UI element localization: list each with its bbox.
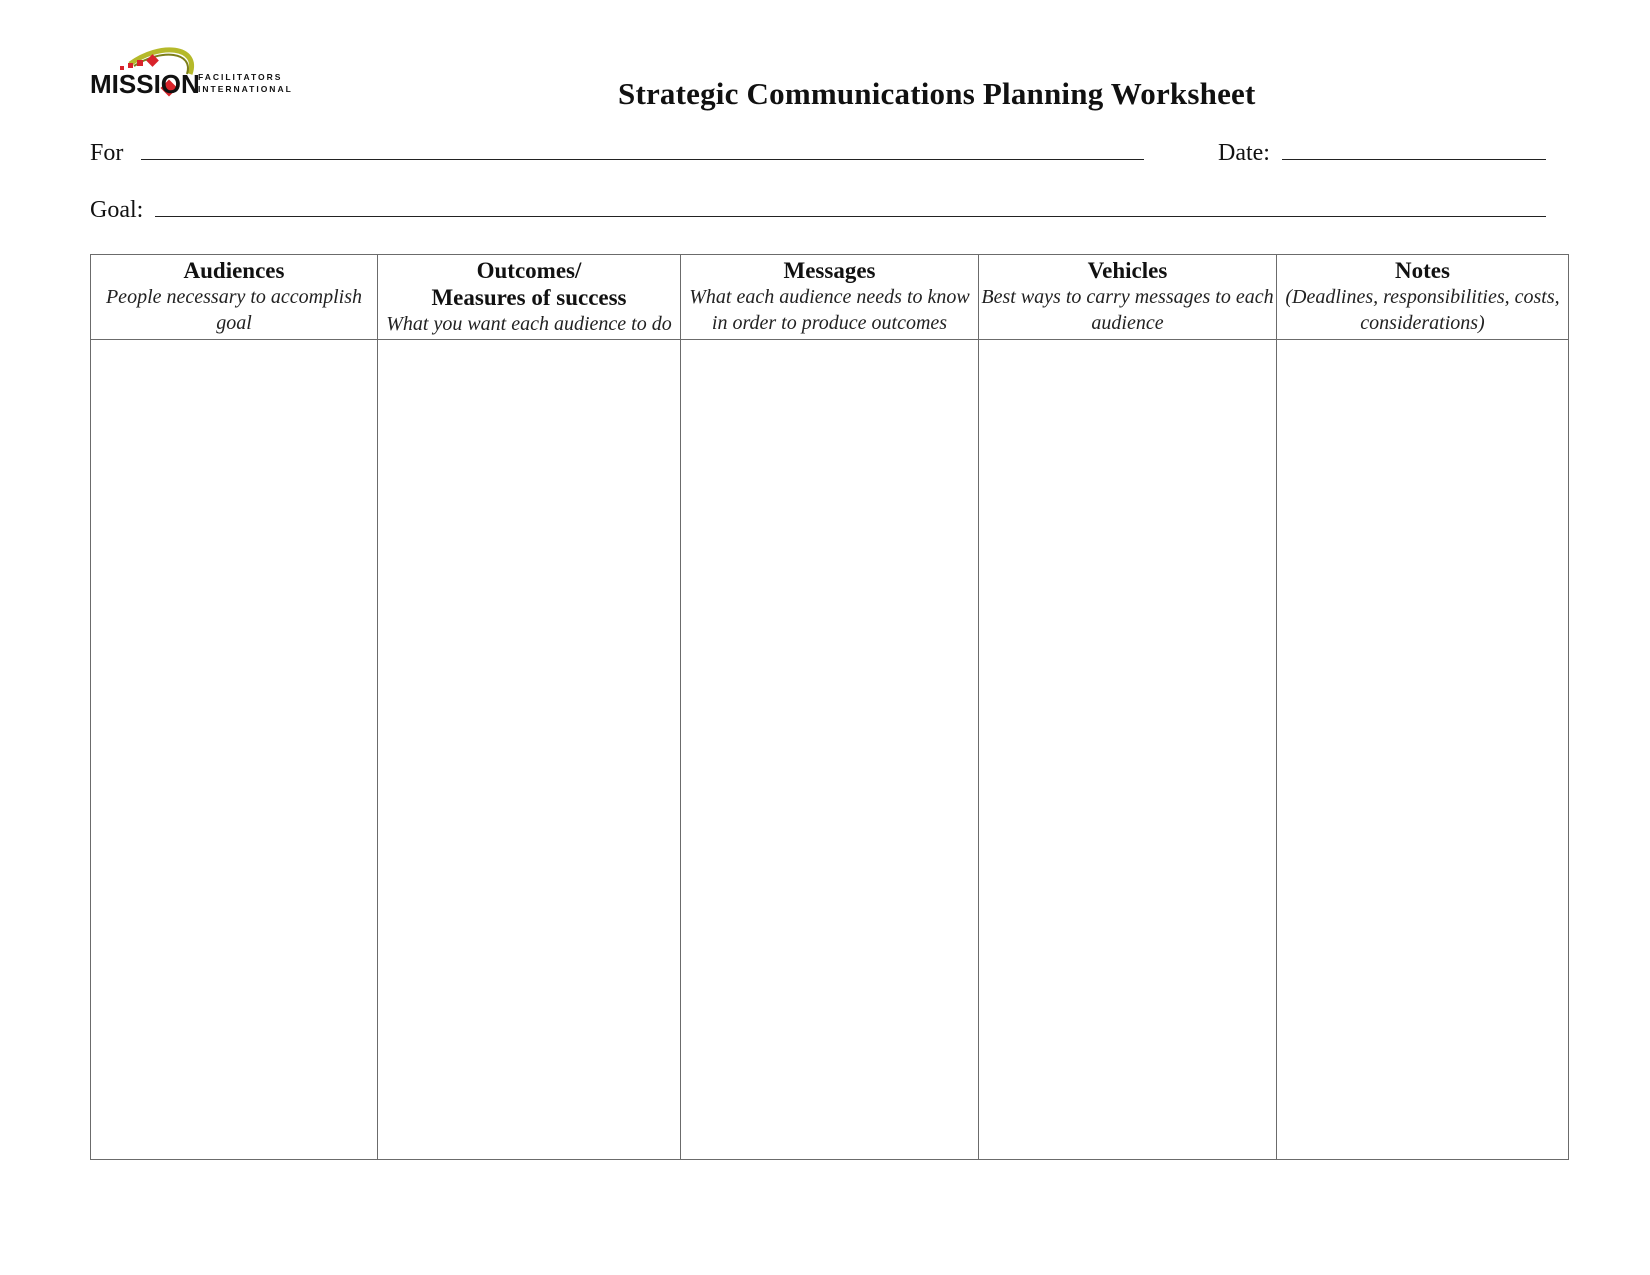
column-subtitle: People necessary to accomplish goal <box>105 286 363 334</box>
column-header-notes <box>1277 255 1569 340</box>
table-header-row <box>91 255 1569 340</box>
logo-line1: FACILITATORS <box>198 72 283 82</box>
column-subtitle: What you want each audience to do <box>386 313 672 335</box>
date-field[interactable] <box>1218 140 1546 167</box>
column-header-outcomes <box>378 255 681 340</box>
column-title: Audiences <box>183 258 285 283</box>
for-input-line[interactable] <box>141 141 1144 160</box>
notes-cell[interactable] <box>1277 340 1569 1160</box>
column-subtitle-line2: considerations) <box>1360 312 1485 334</box>
for-label: For <box>90 140 124 166</box>
logo-word: MISSION <box>90 69 200 99</box>
column-header-audiences <box>91 255 378 340</box>
for-field[interactable] <box>90 140 1144 167</box>
column-title-line2: Measures of success <box>431 285 627 310</box>
column-subtitle: What each audience needs to know <box>689 286 970 308</box>
planning-table <box>90 254 1569 1160</box>
column-header-messages <box>681 255 979 340</box>
mission-logo-icon <box>90 44 305 104</box>
outcomes-cell[interactable] <box>378 340 681 1160</box>
company-logo <box>90 44 305 104</box>
date-label: Date: <box>1218 140 1270 166</box>
column-subtitle: Best ways to carry messages to each <box>981 286 1274 308</box>
goal-label: Goal: <box>90 197 144 223</box>
goal-field[interactable] <box>90 197 1546 224</box>
table-row <box>91 340 1569 1160</box>
column-subtitle-line2: in order to produce outcomes <box>711 312 948 334</box>
column-title: Messages <box>783 258 876 283</box>
column-title: Outcomes/ <box>476 258 582 283</box>
page-title: Strategic Communications Planning Worksheet <box>618 76 1256 111</box>
date-input-line[interactable] <box>1282 141 1546 160</box>
goal-input-line[interactable] <box>155 198 1546 217</box>
column-title: Notes <box>1395 258 1450 283</box>
vehicles-cell[interactable] <box>979 340 1277 1160</box>
messages-cell[interactable] <box>681 340 979 1160</box>
column-subtitle: (Deadlines, responsibilities, costs, <box>1285 286 1560 308</box>
column-subtitle-line2: audience <box>1091 312 1164 334</box>
column-title: Vehicles <box>1087 258 1168 283</box>
audiences-cell[interactable] <box>91 340 378 1160</box>
logo-line2: INTERNATIONAL <box>198 84 293 94</box>
column-header-vehicles <box>979 255 1277 340</box>
